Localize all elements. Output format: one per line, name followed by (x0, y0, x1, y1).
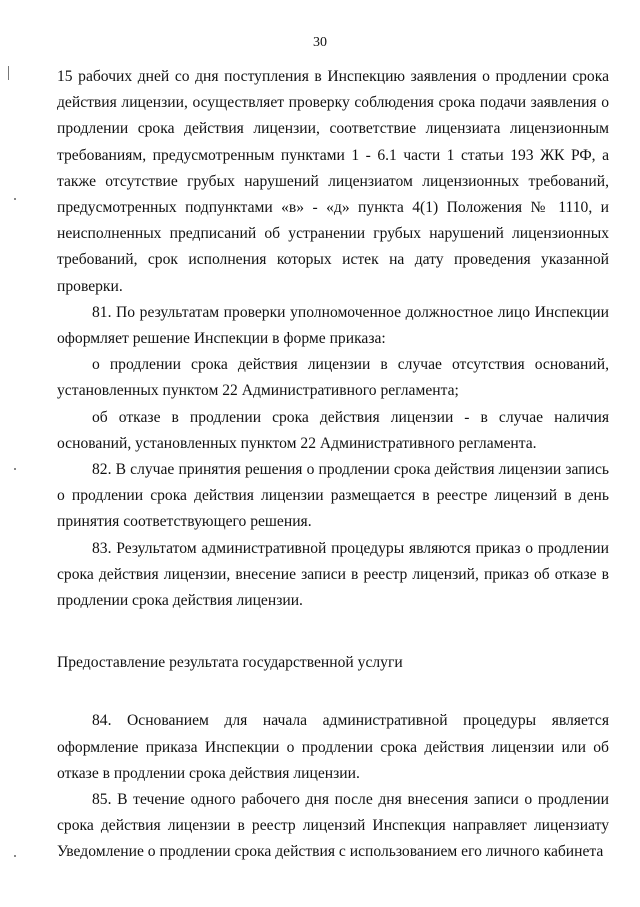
paragraph-81-item-extend: о продлении срока действия лицензии в случае отсутствия оснований, установленных пунктом 22 Административного регламента; (57, 356, 609, 400)
paragraph-83: 83. Результатом административной процедуры являются приказ о продлении срока действия лицензии, внесение записи в реестр лицензий, приказ об отказе в продлении срока действия лицензии. (57, 539, 609, 610)
left-margin-mark (8, 66, 9, 80)
paragraph-85: 85. В течение одного рабочего дня после дня внесения записи о продлении срока действия лицензии в реестр лицензий Инспекция направляет лицензиату Уведомление о продлении срока действия с использованием его личного кабинета (57, 791, 609, 861)
section-heading: Предоставление результата государственной услуги (57, 654, 403, 672)
document-body (57, 64, 609, 866)
paragraph-82: 82. В случае принятия решения о продлении срока действия лицензии запись о продлении срока действия лицензии размещается в реестре лицензий в день принятия соответствующего решения. (57, 461, 609, 531)
scan-speck (14, 198, 16, 200)
paragraph-continuation: 15 рабочих дней со дня поступления в Инспекцию заявления о продлении срока действия лицензии, осуществляет проверку соблюдения срока подачи заявления о продлении срока действия лицензии, соответствие лицензиата лицензионным требованиям, предусмотренным пунктами 1 - 6.1 части 1 статьи 193 ЖК РФ, а также отсутствие грубых нарушений лицензиатом лицензионных требований, предусмотренных подпунктами «в» - «д» пункта 4(1) Положения № 1110, и неисполненных предписаний об устранении грубых нарушений лицензионных требований, срок исполнения которых истек на дату проведения указанной проверки. (57, 68, 609, 295)
page-number: 30 (313, 35, 327, 50)
scan-speck (14, 855, 16, 857)
paragraph-84: 84. Основанием для начала административной процедуры является оформление приказа Инспекции о продлении срока действия лицензии или об отказе в продлении срока действия лицензии. (57, 712, 609, 782)
paragraph-81-item-refuse: об отказе в продлении срока действия лицензии - в случае наличия оснований, установленных пунктом 22 Административного регламента. (57, 408, 609, 452)
scan-speck (14, 468, 16, 470)
paragraph-81: 81. По результатам проверки уполномоченное должностное лицо Инспекции оформляет решение Инспекции в форме приказа: (57, 303, 609, 348)
